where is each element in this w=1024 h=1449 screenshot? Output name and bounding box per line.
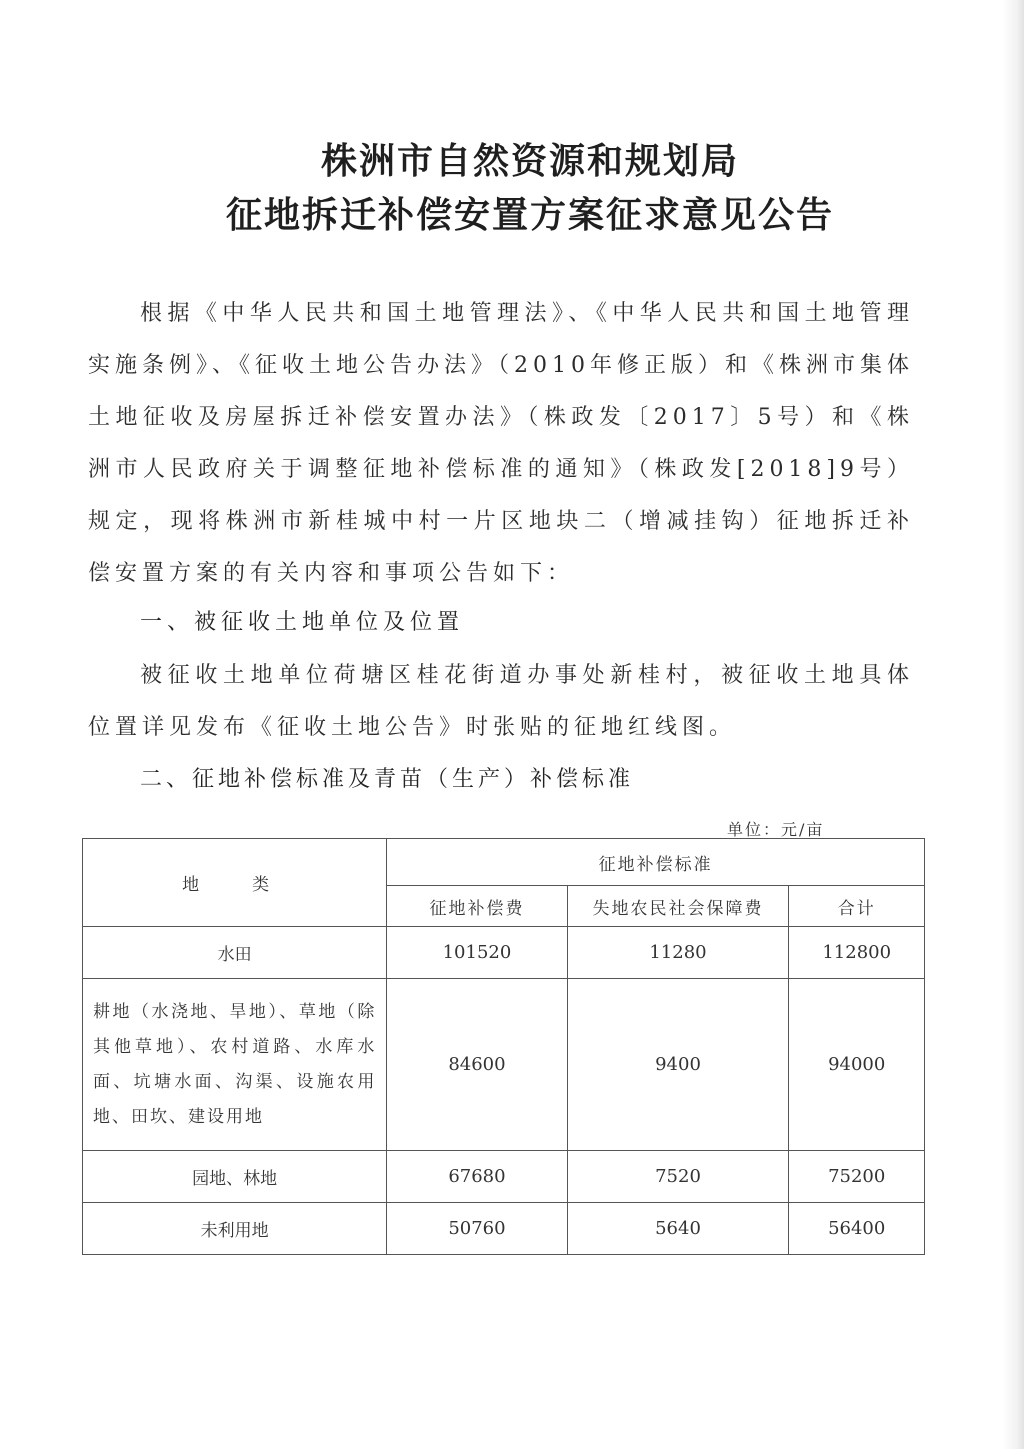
table-row	[83, 1203, 925, 1255]
section1-body: 被征收土地单位荷塘区桂花街道办事处新桂村，被征收土地具体位置详见发布《征收土地公告》时张贴的征地红线图。	[88, 663, 914, 740]
total-cell: 56400	[789, 1203, 925, 1255]
land-type-cell: 水田	[83, 927, 387, 979]
header-total: 合计	[789, 886, 925, 927]
intro-paragraph: 根据《中华人民共和国土地管理法》、《中华人民共和国土地管理实施条例》、《征收土地公告办法》（2010年修正版）和《株洲市集体土地征收及房屋拆迁补偿安置办法》（株政发〔2017〕5号）和《株洲市人民政府关于调整征地补偿标准的通知》（株政发[2018]9号）规定，现将株洲市新桂城中村一片区地块二（增减挂钩）征地拆迁补偿安置方案的有关内容和事项公告如下：	[88, 301, 914, 586]
social-cell: 7520	[567, 1151, 789, 1203]
total-cell: 75200	[789, 1151, 925, 1203]
document-title-line2: 征地拆迁补偿安置方案征求意见公告	[225, 195, 834, 236]
header-land-compensation-fee: 征地补偿费	[387, 886, 567, 927]
document-title-line1: 株洲市自然资源和规划局	[320, 141, 739, 182]
social-cell: 9400	[567, 979, 789, 1151]
fee-cell: 50760	[387, 1203, 567, 1255]
header-land-type: 地 类	[83, 839, 387, 927]
social-cell: 11280	[567, 927, 789, 979]
fee-cell: 67680	[387, 1151, 567, 1203]
total-cell: 112800	[789, 927, 925, 979]
land-type-cell: 未利用地	[83, 1203, 387, 1255]
fee-cell: 101520	[387, 927, 567, 979]
header-social-security-fee: 失地农民社会保障费	[567, 886, 789, 927]
table-row	[83, 1151, 925, 1203]
fee-cell: 84600	[387, 979, 567, 1151]
section2-heading: 二、征地补偿标准及青苗（生产）补偿标准	[140, 767, 635, 792]
total-cell: 94000	[789, 979, 925, 1151]
compensation-table	[82, 838, 925, 1255]
land-type-cell: 耕地（水浇地、旱地）、草地（除其他草地）、农村道路、水库水面、坑塘水面、沟渠、设施农用地、田坎、建设用地	[83, 979, 387, 1151]
table-row	[83, 979, 925, 1151]
table-row	[83, 927, 925, 979]
section1-heading: 一、被征收土地单位及位置	[140, 610, 465, 635]
social-cell: 5640	[567, 1203, 789, 1255]
header-compensation-standard: 征地补偿标准	[387, 839, 925, 886]
land-type-cell: 园地、林地	[83, 1151, 387, 1203]
unit-label: 单位：元/亩	[727, 820, 825, 839]
